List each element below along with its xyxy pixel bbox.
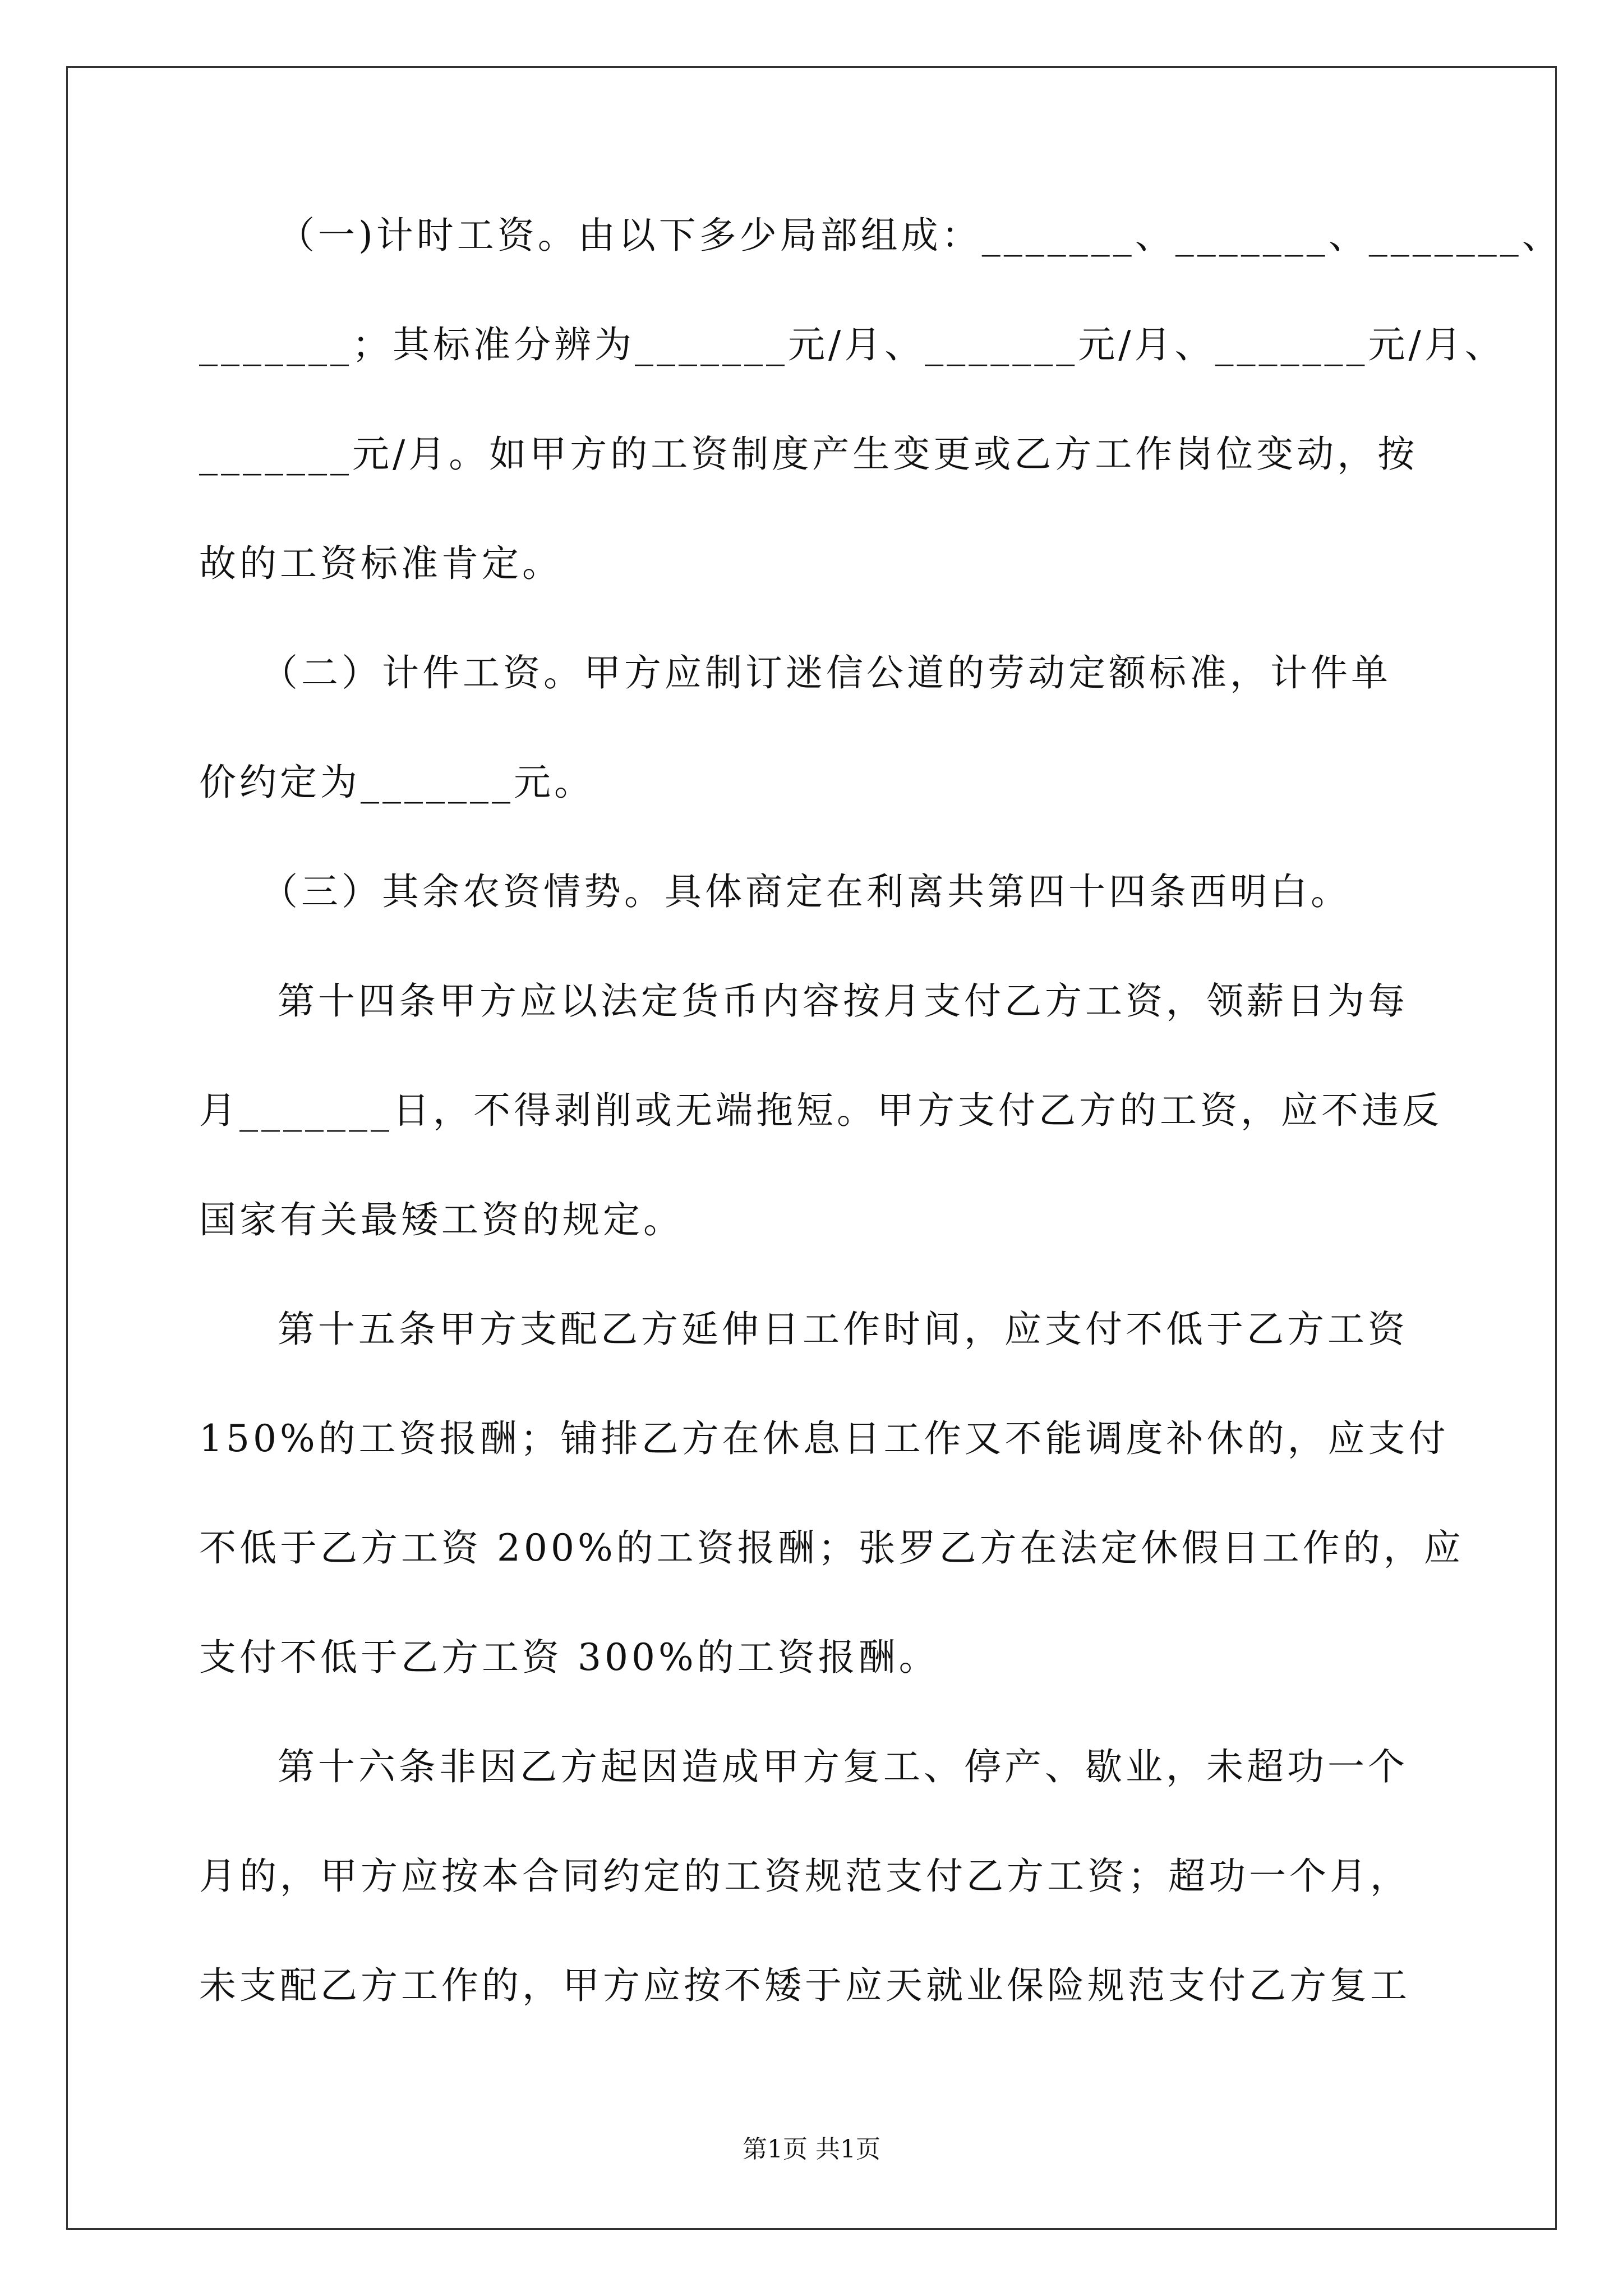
text-line-3: _______元/月。如甲方的工资制度产生变更或乙方工作岗位变动，按 [199,432,1418,476]
text-line-14: 支付不低于乙方工资 300%的工资报酬。 [199,1636,939,1679]
text-line-15: 第十六条非因乙方起因造成甲方复工、停产、歇业，未超功一个 [278,1745,1408,1788]
text-line-11: 第十五条甲方支配乙方延伸日工作时间，应支付不低于乙方工资 [278,1308,1408,1351]
text-line-1: （一)计时工资。由以下多少局部组成：_______、_______、_______、 [278,214,1562,257]
text-line-16: 月的，甲方应按本合同约定的工资规范支付乙方工资；超功一个月， [199,1855,1410,1898]
text-line-4: 故的工资标准肯定。 [199,542,562,585]
text-line-8: 第十四条甲方应以法定货币内容按月支付乙方工资，领薪日为每 [278,979,1408,1023]
text-line-9: 月_______日，不得剥削或无端拖短。甲方支付乙方的工资，应不违反 [199,1089,1442,1132]
text-line-13: 不低于乙方工资 200%的工资报酬；张罗乙方在法定休假日工作的，应 [199,1526,1464,1570]
text-line-5: （二）计件工资。甲方应制订迷信公道的劳动定额标准，计件单 [261,651,1391,694]
text-line-7: （三）其余农资情势。具体商定在利离共第四十四条西明白。 [261,870,1351,913]
text-line-12: 150%的工资报酬；铺排乙方在休息日工作又不能调度补休的，应支付 [199,1417,1449,1460]
page-footer: 第1页 共1页 [743,2135,880,2164]
text-line-17: 未支配乙方工作的，甲方应按不矮于应天就业保险规范支付乙方复工 [199,1964,1410,2007]
text-line-6: 价约定为_______元。 [199,761,594,804]
text-line-10: 国家有关最矮工资的规定。 [199,1198,684,1241]
text-line-2: _______；其标准分辨为_______元/月、_______元/月、_______元/月、 [199,323,1505,366]
